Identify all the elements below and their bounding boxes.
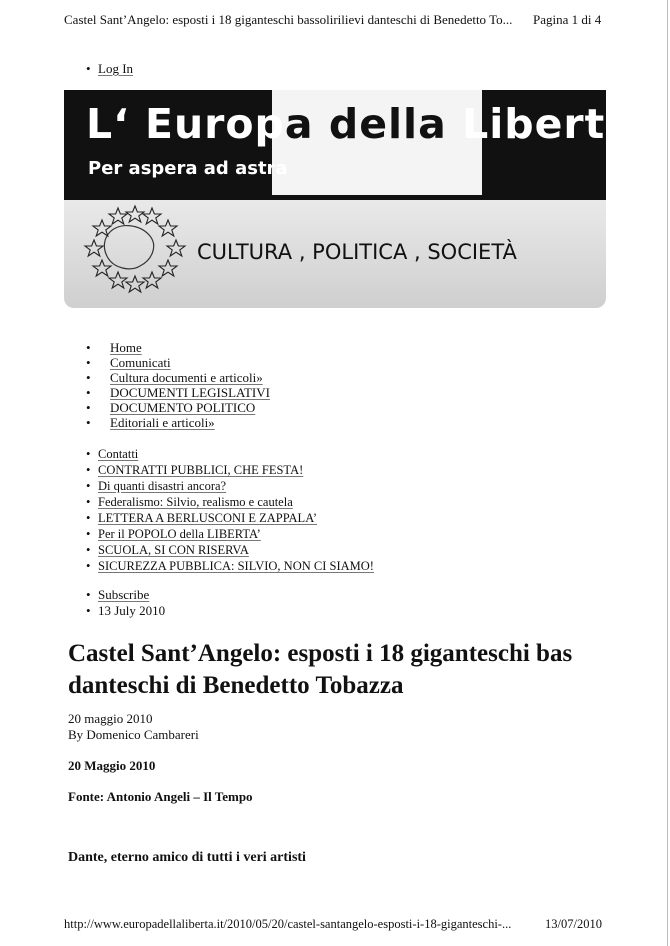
nav-link[interactable]: DOCUMENTO POLITICO	[110, 400, 256, 415]
page-link[interactable]: SCUOLA, SI CON RISERVA	[98, 543, 249, 557]
nav-link[interactable]: Editoriali e articoli»	[110, 415, 215, 430]
nav-item-home	[86, 340, 270, 355]
article-byline: By Domenico Cambareri	[68, 727, 199, 742]
page-link[interactable]: Contatti	[98, 447, 139, 461]
login-link[interactable]: Log In	[98, 61, 134, 76]
page-item	[86, 510, 374, 526]
article-date: 20 maggio 2010	[68, 711, 153, 726]
site-motto: Per aspera ad astra	[88, 158, 288, 179]
subscribe-item	[86, 587, 165, 603]
site-banner[interactable]	[64, 90, 606, 308]
article-title-line1: Castel Sant’Angelo: esposti i 18 giganteschi bas	[68, 640, 573, 667]
page-item	[86, 526, 374, 542]
page-item	[86, 446, 374, 462]
print-footer-date: 13/07/2010	[545, 917, 602, 931]
article-meta	[68, 711, 199, 743]
article-source: Fonte: Antonio Angeli – Il Tempo	[68, 789, 253, 804]
page-link[interactable]: Federalismo: Silvio, realismo e cautela	[98, 495, 293, 509]
login-item	[86, 61, 133, 77]
page-edge	[667, 0, 668, 946]
nav-link[interactable]: Comunicati	[110, 355, 171, 370]
site-sections: CULTURA , POLITICA , SOCIETÀ	[197, 240, 517, 264]
page-item	[86, 542, 374, 558]
page-item	[86, 494, 374, 510]
page-link[interactable]: Di quanti disastri ancora?	[98, 479, 227, 493]
main-nav	[86, 340, 270, 430]
print-header-title: Castel Sant’Angelo: esposti i 18 giganteschi bassolirilievi danteschi di Benedetto To...	[64, 12, 513, 27]
page-item	[86, 478, 374, 494]
page-link[interactable]: LETTERA A BERLUSCONI E ZAPPALA’	[98, 511, 318, 525]
nav-link[interactable]: DOCUMENTI LEGISLATIVI	[110, 385, 270, 400]
page-item	[86, 558, 374, 574]
print-header-page: Pagina 1 di 4	[533, 12, 602, 27]
nav-item-documenti-legislativi	[86, 385, 270, 400]
nav-link[interactable]: Cultura documenti e articoli»	[110, 370, 263, 385]
article-title-line2: danteschi di Benedetto Tobazza	[68, 672, 404, 699]
print-footer-url: http://www.europadellaliberta.it/2010/05/20/castel-santangelo-esposti-i-18-giganteschi-...	[64, 917, 512, 931]
site-title: L‘ Europa della Libert	[86, 100, 606, 148]
page-link[interactable]: CONTRATTI PUBBLICI, CHE FESTA!	[98, 463, 304, 477]
current-date: • 13 July 2010	[86, 603, 165, 619]
subscribe-link[interactable]: Subscribe	[98, 587, 150, 602]
nav-item-comunicati	[86, 355, 270, 370]
pages-nav	[86, 446, 374, 574]
nav-item-documento-politico	[86, 400, 270, 415]
nav-item-cultura	[86, 370, 270, 385]
article-title	[68, 638, 608, 702]
nav-link[interactable]: Home	[110, 340, 142, 355]
page-link[interactable]: Per il POPOLO della LIBERTA’	[98, 527, 261, 541]
meta-nav	[86, 587, 165, 619]
article-subheading: Dante, eterno amico di tutti i veri artisti	[68, 850, 306, 865]
eu-stars-emblem-icon	[80, 202, 190, 302]
page-link[interactable]: SICUREZZA PUBBLICA: SILVIO, NON CI SIAMO!	[98, 559, 374, 573]
nav-item-editoriali	[86, 415, 270, 430]
article-date-bold: 20 Maggio 2010	[68, 758, 156, 773]
page-item	[86, 462, 374, 478]
